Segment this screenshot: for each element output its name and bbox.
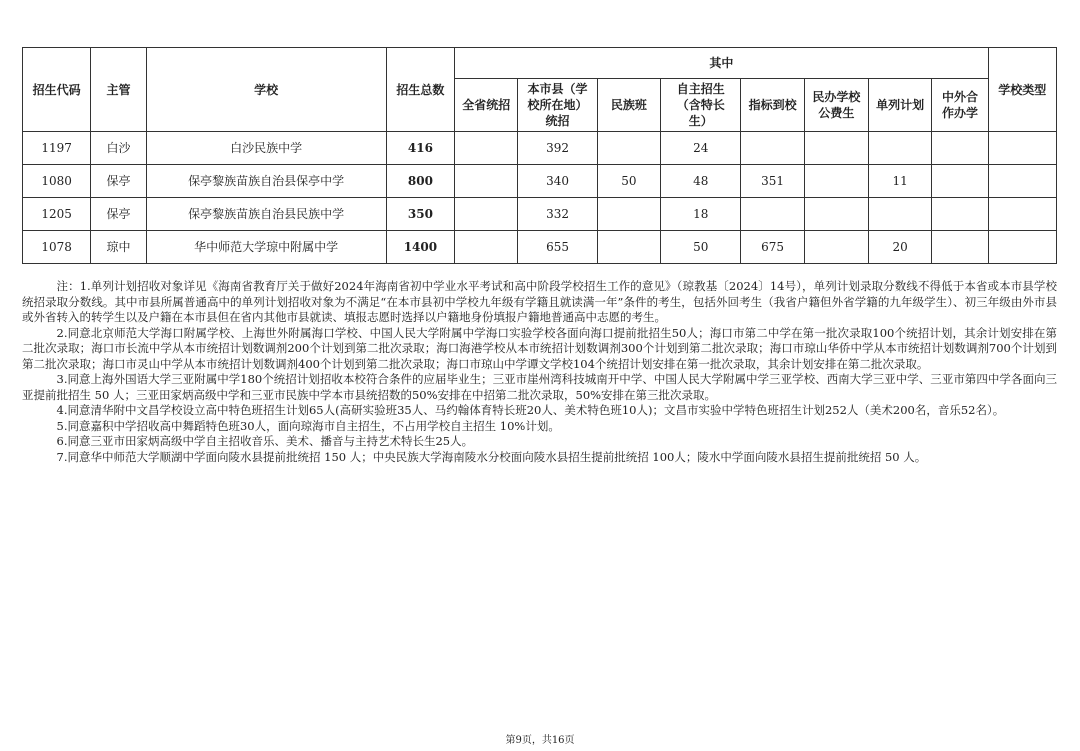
cell-code: 1078 bbox=[23, 231, 91, 264]
header-total: 招生总数 bbox=[386, 48, 454, 132]
cell-school: 保亭黎族苗族自治县民族中学 bbox=[146, 198, 386, 231]
cell-independent: 50 bbox=[661, 231, 741, 264]
header-group: 其中 bbox=[455, 48, 989, 79]
cell-province bbox=[455, 132, 518, 165]
header-independent: 自主招生（含特长生） bbox=[661, 79, 741, 132]
header-local: 本市县（学校所在地）统招 bbox=[518, 79, 597, 132]
cell-private-public bbox=[804, 231, 868, 264]
header-separate: 单列计划 bbox=[869, 79, 932, 132]
enrollment-plan-table bbox=[22, 47, 1057, 264]
cell-code: 1197 bbox=[23, 132, 91, 165]
header-ethnic: 民族班 bbox=[597, 79, 660, 132]
header-type: 学校类型 bbox=[988, 48, 1056, 132]
cell-local: 392 bbox=[518, 132, 597, 165]
note-paragraph: 7.同意华中师范大学顺湖中学面向陵水县提前批统招 150 人；中央民族大学海南陵水分校面向陵水县招生提前批统招 100人；陵水中学面向陵水县招生提前批统招 50 人。 bbox=[56, 449, 927, 464]
note-paragraph: 注：1.单列计划招收对象详见《海南省教育厅关于做好2024年海南省初中学业水平考试和高中阶段学校招生工作的意见》（琼教基〔2024〕14号），单列计划录取分数线不得低于本省或本市县学校统招录取分数线。其中市县所属普通高中的单列计划招收对象为不满足“在本市县初中学校九年级有学籍且就读满一年”条件的考生，包括外回考生（我省户籍但外省学籍的九年级学生）、初三年级由外市县或外省转入的转学生以及户籍在本市县但在省内其他市县就读、填报志愿时选择以户籍地身份填报户籍地普通高中志愿的考生。 bbox=[22, 279, 1057, 324]
cell-independent: 18 bbox=[661, 198, 741, 231]
cell-type bbox=[988, 231, 1056, 264]
cell-total: 800 bbox=[386, 165, 454, 198]
cell-authority: 保亭 bbox=[91, 165, 146, 198]
cell-separate bbox=[869, 198, 932, 231]
cell-authority: 白沙 bbox=[91, 132, 146, 165]
table-row bbox=[23, 231, 1057, 264]
cell-ethnic: 50 bbox=[597, 165, 660, 198]
cell-quota bbox=[741, 132, 804, 165]
notes-section bbox=[22, 279, 1057, 465]
cell-school: 保亭黎族苗族自治县保亭中学 bbox=[146, 165, 386, 198]
cell-ethnic bbox=[597, 132, 660, 165]
table-header-row bbox=[23, 48, 1057, 79]
cell-local: 655 bbox=[518, 231, 597, 264]
cell-independent: 24 bbox=[661, 132, 741, 165]
cell-total: 350 bbox=[386, 198, 454, 231]
cell-sino-foreign bbox=[932, 165, 988, 198]
cell-school: 华中师范大学琼中附属中学 bbox=[146, 231, 386, 264]
note-paragraph: 6.同意三亚市田家炳高级中学自主招收音乐、美术、播音与主持艺术特长生25人。 bbox=[56, 434, 474, 448]
header-private-public: 民办学校公费生 bbox=[804, 79, 868, 132]
cell-independent: 48 bbox=[661, 165, 741, 198]
cell-code: 1205 bbox=[23, 198, 91, 231]
header-authority: 主管 bbox=[91, 48, 146, 132]
note-paragraph: 3.同意上海外国语大学三亚附属中学180个统招计划招收本校符合条件的应届毕业生；三亚市崖州湾科技城南开中学、中国人民大学附属中学三亚学校、西南大学三亚中学、三亚市第四中学各面向三亚提前批招生 50 人；三亚田家炳高级中学和三亚市民族中学本市县统招数的50%安排在中招第二批次录取，50%安排在第三批次录取。 bbox=[22, 372, 1057, 402]
cell-private-public bbox=[804, 165, 868, 198]
page-number-footer: 第9页，共16页 bbox=[505, 735, 575, 746]
note-paragraph: 2.同意北京师范大学海口附属学校、上海世外附属海口学校、中国人民大学附属中学海口实验学校各面向海口提前批招生50人；海口市第二中学在第一批次录取100个统招计划，其余计划安排在第二批次录取；海口市长流中学从本市统招计划数调剂200个计划到第二批次录取；海口海港学校从本市统招计划数调剂300个计划到第二批次录取；海口市琼山华侨中学从本市统招计划数调剂700个计划到第二批次录取；海口市灵山中学从本市统招计划数调剂400个计划到第二批次录取；海口市琼山中学谭文学校104个统招计划安排在第一批次录取，其余计划安排在第二批次录取。 bbox=[22, 325, 1057, 371]
note-paragraph: 4.同意清华附中文昌学校设立高中特色班招生计划65人(高研实验班35人、马约翰体育特长班20人、美术特色班10人)；文昌市实验中学特色班招生计划252人（美术200名，音乐52名）。 bbox=[56, 403, 1005, 417]
cell-local: 332 bbox=[518, 198, 597, 231]
cell-school: 白沙民族中学 bbox=[146, 132, 386, 165]
cell-sino-foreign bbox=[932, 231, 988, 264]
cell-authority: 保亭 bbox=[91, 198, 146, 231]
table-row bbox=[23, 198, 1057, 231]
cell-ethnic bbox=[597, 231, 660, 264]
header-quota: 指标到校 bbox=[741, 79, 804, 132]
cell-type bbox=[988, 132, 1056, 165]
note-paragraph: 5.同意嘉积中学招收高中舞蹈特色班30人，面向琼海市自主招生，不占用学校自主招生 10%计划。 bbox=[56, 418, 560, 433]
header-province: 全省统招 bbox=[455, 79, 518, 132]
cell-separate: 20 bbox=[869, 231, 932, 264]
header-sino-foreign: 中外合作办学 bbox=[932, 79, 988, 132]
cell-type bbox=[988, 198, 1056, 231]
cell-province bbox=[455, 231, 518, 264]
cell-private-public bbox=[804, 198, 868, 231]
cell-sino-foreign bbox=[932, 198, 988, 231]
cell-quota: 351 bbox=[741, 165, 804, 198]
cell-province bbox=[455, 165, 518, 198]
cell-quota: 675 bbox=[741, 231, 804, 264]
cell-total: 416 bbox=[386, 132, 454, 165]
table-row bbox=[23, 165, 1057, 198]
cell-total: 1400 bbox=[386, 231, 454, 264]
cell-private-public bbox=[804, 132, 868, 165]
cell-quota bbox=[741, 198, 804, 231]
cell-code: 1080 bbox=[23, 165, 91, 198]
cell-local: 340 bbox=[518, 165, 597, 198]
header-school: 学校 bbox=[146, 48, 386, 132]
cell-sino-foreign bbox=[932, 132, 988, 165]
cell-type bbox=[988, 165, 1056, 198]
cell-province bbox=[455, 198, 518, 231]
cell-authority: 琼中 bbox=[91, 231, 146, 264]
header-code: 招生代码 bbox=[23, 48, 91, 132]
cell-separate bbox=[869, 132, 932, 165]
cell-separate: 11 bbox=[869, 165, 932, 198]
table-row bbox=[23, 132, 1057, 165]
cell-ethnic bbox=[597, 198, 660, 231]
